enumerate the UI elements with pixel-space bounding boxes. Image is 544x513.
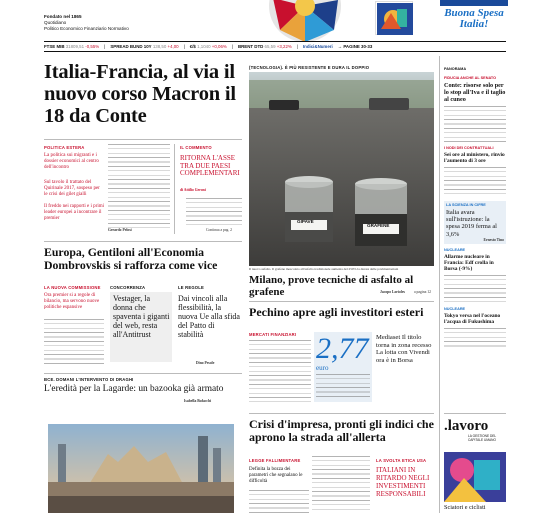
lead-headline[interactable]: Italia-Francia, al via il nuovo corso Macron il 18 da Conte — [44, 61, 236, 127]
lavoro-art-icon — [444, 452, 506, 502]
lead-byline: Gerardo Pelosi — [108, 228, 132, 232]
panorama-kicker-3: LA SCIENZA IN CIFRE — [446, 203, 486, 207]
lagarde-byline: Isabella Bufacchi — [184, 399, 212, 403]
panorama-kicker-5: NUCLEARE — [444, 307, 466, 312]
panorama-kicker-1: FIDUCIA ANCHE AL SENATO — [444, 76, 497, 80]
pechino-body-text — [249, 340, 311, 402]
mercati-kicker: MERCATI FINANZIARI — [249, 332, 297, 337]
svolta-quote[interactable]: ITALIANI IN RITARDO NEGLI INVESTIMENTI RESPONSABILI — [376, 466, 430, 498]
panorama-body-1 — [444, 106, 506, 142]
commission-sub: Ora premier si a regole di bilancio, ma servono nuove politiche espansive — [44, 293, 100, 310]
jar-label-grafene: GRAFENE — [367, 223, 390, 228]
column-rule — [174, 144, 175, 234]
divider — [249, 301, 434, 302]
panorama-byline-3: Ernesto Tino — [483, 237, 504, 242]
lagarde-headline[interactable]: L'eredità per la Lagarde: un bazooka già armato — [44, 384, 224, 394]
big-number-value: 2,77 — [316, 332, 369, 365]
panorama-body-4 — [444, 275, 506, 303]
lead-sub3: Il freddo nei rapporti e i primi leader europei a incontrare il premier — [44, 204, 104, 221]
regole-kicker: LE REGOLE — [178, 285, 204, 290]
indici-numeri-brand[interactable]: Indici&Numeri — [302, 44, 333, 49]
ticker-item-eurusd: €/$ 1,1040 +0,06% — [189, 44, 227, 49]
promo-title-line1: Buona Spesa — [444, 7, 504, 19]
ticker-separator: | — [104, 44, 106, 49]
lagarde-kicker: BCE. DOMANI L'INTERVENTO DI DRAGHI — [44, 377, 134, 382]
ticker-pages-link[interactable]: → PAGINE 30-33 — [337, 44, 373, 49]
commento-continue[interactable]: Continua a pag. 2 — [206, 228, 233, 232]
concorrenza-kicker: CONCORRENZA — [110, 285, 146, 290]
roads-caption: Il nuovo asfalto. Il grafene mescolato all'asfalto tradizionale aumenta del 250% la durata delle pavimentazioni — [249, 267, 399, 271]
magazine-cover-thumb[interactable] — [376, 2, 412, 34]
big-number-unit: euro — [316, 364, 329, 372]
concorrenza-quote[interactable]: Vestager, la donna che spaventa i giganti del web, resta all'Antitrust — [113, 294, 170, 339]
lead-body-text — [108, 144, 170, 228]
ticker-item-ftse: FTSE MIB 31809,51 -0,55% — [44, 44, 100, 49]
lead-kicker: POLITICA ESTERA — [44, 145, 85, 150]
ticker-bottom-rule — [44, 51, 506, 52]
milan-skyline-image — [48, 424, 234, 513]
ticker-separator: | — [183, 44, 185, 49]
panorama-label: PANORAMA — [444, 67, 467, 71]
roads-page[interactable]: a pagina 12 — [414, 290, 431, 294]
divider — [44, 241, 242, 242]
jar-label-gipave: GIPAVE — [297, 219, 314, 224]
lavoro-headline[interactable]: Sciatori e ciclisti — [444, 504, 486, 511]
legge-body-text — [249, 490, 309, 513]
pechino-headline[interactable]: Pechino apre agli investitori esteri — [249, 305, 424, 319]
commission-kicker: LA NUOVA COMMISSIONE — [44, 285, 101, 290]
lavoro-illustration[interactable] — [444, 452, 506, 502]
divider — [249, 413, 434, 414]
panorama-column — [444, 67, 506, 350]
crisi-headline[interactable]: Crisi d'impresa, pronti gli indici che aprono la strada all'allerta — [249, 417, 434, 444]
mediaset-headline[interactable]: Mediaset Il titolo torna in zona recesso La lotta con Vivendi ora è in Borsa — [376, 334, 432, 364]
divider — [44, 139, 242, 140]
panorama-headline-4[interactable]: Allarme nucleare in Francia: Edf crolla in Borsa (-9%) — [444, 254, 494, 273]
newspaper-logo-graphic — [268, 0, 342, 42]
panorama-kicker-2: I NODI DEI CONTRATTUALI — [444, 146, 494, 150]
cover-art-icon — [377, 3, 413, 35]
paper-kind: Quotidiano — [44, 20, 67, 25]
ticker-item-spread: SPREAD BUND 10Y 138,50 +4,00 — [110, 44, 179, 49]
panorama-body-5 — [444, 328, 506, 350]
panorama-headline-1[interactable]: Conte: risorse solo per lo stop all'Iva e il taglio al cuneo — [444, 82, 506, 103]
ticker-separator: | — [231, 44, 233, 49]
panorama-headline-2[interactable]: Sei ore al ministero, rinvio l'aumento di 3 ore — [444, 152, 505, 164]
gentiloni-headline[interactable]: Europa, Gentiloni all'Economia Dombrovskis si rafforza come vice — [44, 245, 218, 272]
panorama-headline-5[interactable]: Tokyo versa nel l'oceano l'acqua di Fukushima — [444, 313, 501, 326]
milan-skyline-photo[interactable] — [48, 424, 234, 513]
crisi-body-text — [312, 456, 370, 513]
market-ticker — [44, 42, 506, 51]
roads-byline: Jacopo Lorioles — [380, 290, 405, 294]
big-number-body-text — [316, 374, 370, 398]
promo-title — [440, 8, 508, 30]
lead-sub2: Sul tavolo il trattato del Quirinale 2017, sospeso per le crisi dei gilet gialli — [44, 180, 100, 197]
masthead-info — [44, 14, 129, 32]
roads-headline[interactable]: Milano, prove tecniche di asfalto al grafene — [249, 274, 414, 298]
asphalt-photo[interactable] — [249, 72, 434, 266]
commento-title[interactable]: RITORNA L'ASSE TRA DUE PAESI COMPLEMENTARI — [180, 154, 240, 178]
legge-kicker: LEGGE FALLIMENTARE — [249, 458, 301, 463]
divider — [44, 373, 242, 374]
panorama-body-2 — [444, 167, 506, 197]
ticker-separator: | — [296, 44, 298, 49]
scienza-box — [444, 201, 506, 244]
commento-kicker: IL COMMENTO — [180, 145, 212, 150]
commento-author: di Attilio Geroni — [180, 188, 206, 192]
svolta-kicker: LA SVOLTA ETICA USA — [376, 458, 427, 463]
paper-tagline: Politico Economico Finanziario Normativo — [44, 26, 129, 31]
lavoro-tag: LA GESTIONE DEL CAPITALE UMANO — [468, 434, 497, 442]
founded-line: Fondato nel 1865 — [44, 14, 82, 19]
regole-byline: Dino Pesole — [196, 361, 215, 365]
promo-box[interactable] — [440, 0, 508, 34]
lavoro-logo[interactable]: .lavoro — [444, 418, 489, 434]
panorama-column-rule — [439, 56, 440, 513]
commento-body-text — [186, 198, 242, 226]
legge-sub: Definita la bozza dei parametri che segnalano le difficoltà — [249, 467, 303, 484]
ticker-item-brent: BRENT DTD 65,59 +3,22% — [237, 44, 292, 49]
asphalt-jars-image — [249, 72, 434, 266]
promo-title-line2: Italia! — [459, 18, 489, 30]
lead-sub1: La politica sui migranti e i dossier economici al centro dell'incontro — [44, 153, 99, 170]
divider — [444, 413, 506, 414]
panorama-kicker-4: NUCLEARE — [444, 248, 466, 253]
promo-band — [440, 0, 508, 6]
regole-quote[interactable]: Dai vincoli alla flessibilità, la nuova Ue alla sfida del Patto di stabilità — [178, 294, 240, 339]
commission-body-text — [44, 319, 104, 365]
roads-kicker: (TECNOLOGIA). È PIÙ RESISTENTE E DURA IL DOPPIO — [249, 65, 370, 70]
logo-disc-icon — [268, 0, 342, 42]
panorama-headline-3[interactable]: Italia avara sull'istruzione: la spesa 2019 ferma al 3,6% — [446, 209, 497, 238]
